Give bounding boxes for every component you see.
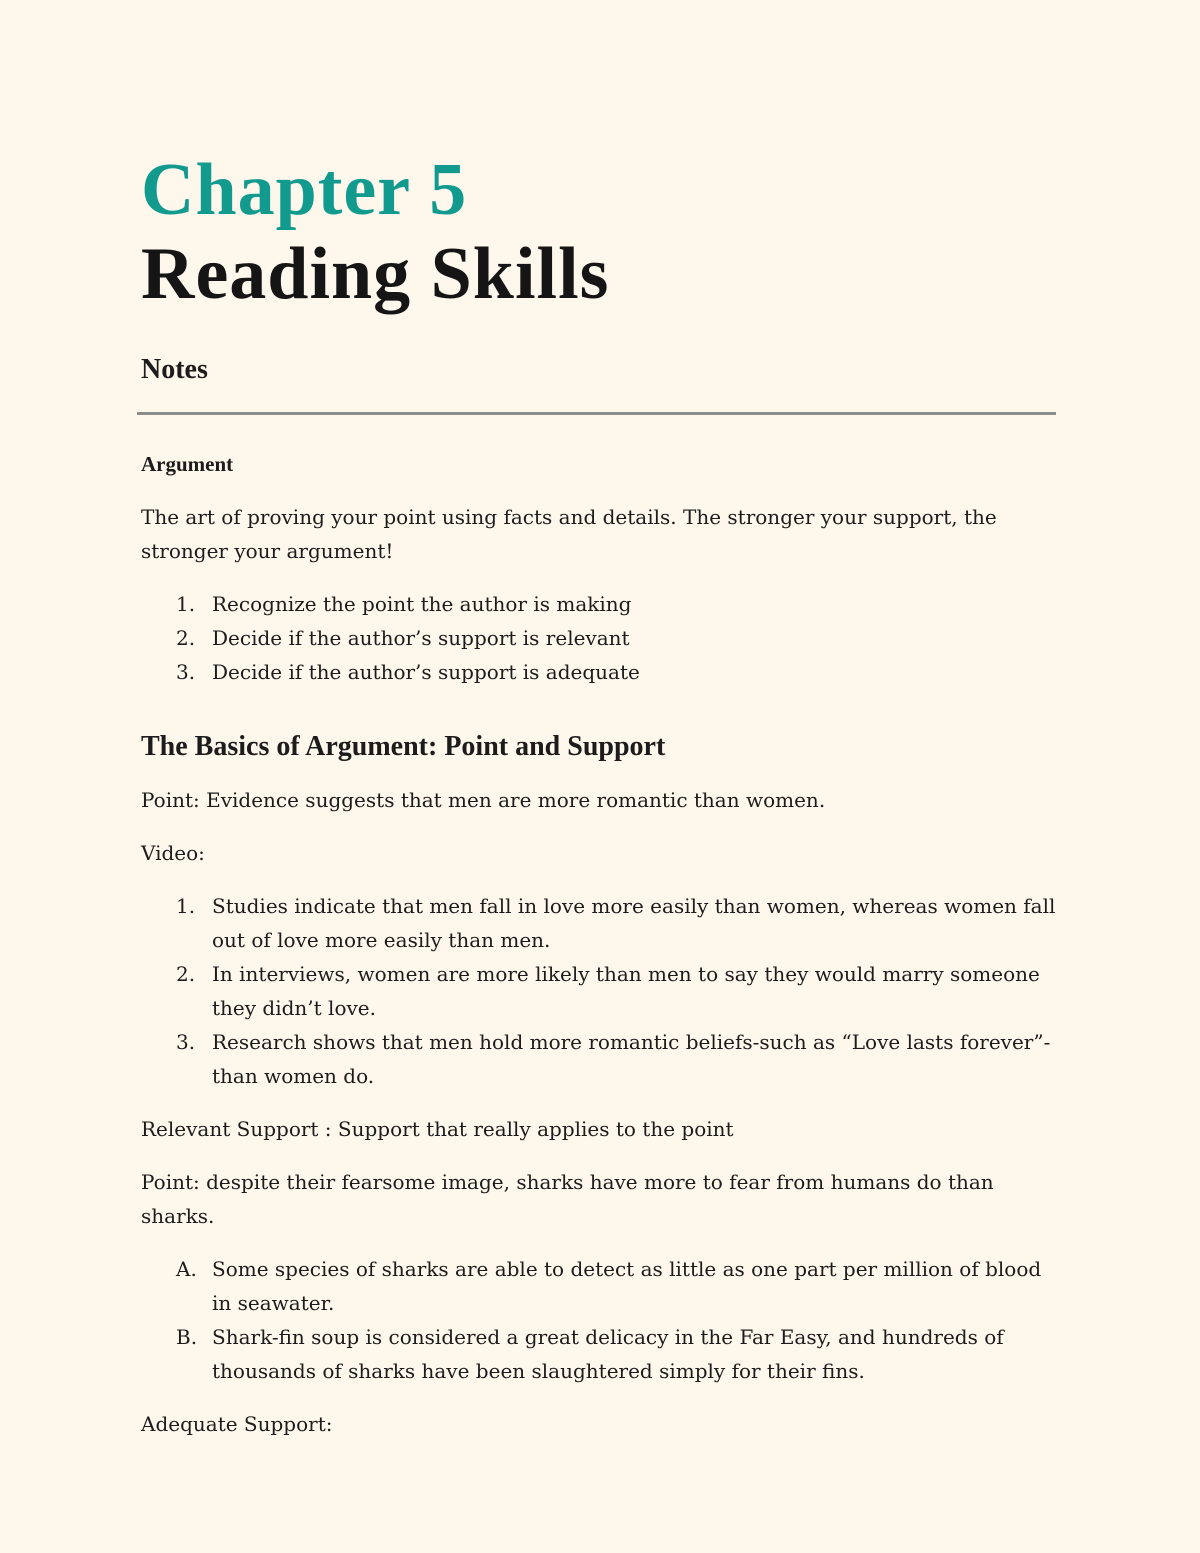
list-marker: 1. [176,894,196,918]
list-item-text: Research shows that men hold more romantic beliefs-such as “Love lasts forever”-than women do. [212,1030,1051,1088]
argument-definition: The art of proving your point using facts and details. The stronger your support, the stronger your argument! [141,505,997,563]
list-item [141,655,1056,689]
argument-term: Argument [141,452,234,476]
chapter-number: Chapter 5 [141,149,468,231]
chapter-title: Reading Skills [141,233,610,315]
list-item-text: Decide if the author’s support is relevant [212,626,630,650]
list-marker: 2. [176,626,196,650]
list-item [141,957,1056,1025]
list-marker: 3. [176,1030,196,1054]
basics-heading: The Basics of Argument: Point and Support [141,731,666,762]
section-divider [137,412,1056,415]
list-item [141,889,1056,957]
notes-body [141,448,1056,1460]
point-statement-sharks: Point: despite their fearsome image, sharks have more to fear from humans do than sharks. [141,1170,994,1228]
shark-support-list [141,1252,1056,1388]
adequate-support-label: Adequate Support: [141,1412,333,1436]
list-item [141,587,1056,621]
list-item [141,1320,1056,1388]
list-item [141,1025,1056,1093]
list-item-text: In interviews, women are more likely than men to say they would marry someone they didn’t love. [212,962,1040,1020]
argument-steps-list [141,587,1056,689]
list-item [141,621,1056,655]
list-item-text: Shark-fin soup is considered a great delicacy in the Far Easy, and hundreds of thousands of sharks have been slaughtered simply for their fins. [212,1325,1004,1383]
list-marker: B. [176,1325,198,1349]
list-marker: 3. [176,660,196,684]
video-label: Video: [141,841,205,865]
list-item-text: Decide if the author’s support is adequate [212,660,640,684]
list-item [141,1252,1056,1320]
list-item-text: Recognize the point the author is making [212,592,632,616]
list-marker: A. [176,1257,197,1281]
evidence-list [141,889,1056,1093]
point-statement: Point: Evidence suggests that men are more romantic than women. [141,788,826,812]
list-marker: 1. [176,592,196,616]
list-item-text: Studies indicate that men fall in love more easily than women, whereas women fall out of love more easily than men. [212,894,1056,952]
notes-label: Notes [141,354,208,385]
relevant-support-definition: Relevant Support : Support that really applies to the point [141,1117,734,1141]
list-item-text: Some species of sharks are able to detect as little as one part per million of blood in seawater. [212,1257,1042,1315]
list-marker: 2. [176,962,196,986]
